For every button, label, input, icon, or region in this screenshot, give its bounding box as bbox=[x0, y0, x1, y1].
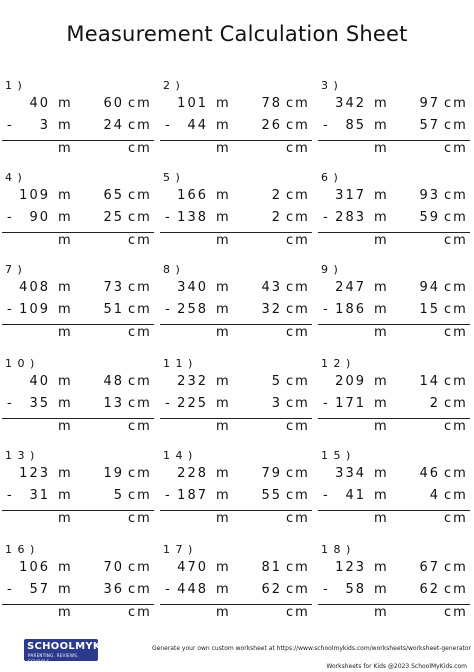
minuend-meters: 334 bbox=[335, 466, 366, 481]
minus-sign: - bbox=[7, 396, 14, 411]
minuend-meters: 40 bbox=[29, 374, 50, 389]
problem-3 bbox=[316, 79, 474, 159]
meter-unit: m bbox=[58, 511, 73, 526]
meter-unit: m bbox=[58, 466, 73, 481]
meter-unit: m bbox=[58, 280, 73, 295]
centimeter-unit: cm bbox=[444, 280, 468, 295]
centimeter-unit: cm bbox=[128, 188, 152, 203]
meter-unit: m bbox=[58, 374, 73, 389]
centimeter-unit: cm bbox=[286, 96, 310, 111]
meter-unit: m bbox=[216, 419, 231, 434]
centimeter-unit: cm bbox=[444, 605, 468, 620]
centimeter-unit: cm bbox=[444, 466, 468, 481]
subtrahend-centimeters: 26 bbox=[261, 118, 282, 133]
meter-unit: m bbox=[374, 280, 389, 295]
minuend-centimeters: 81 bbox=[261, 560, 282, 575]
problem-6 bbox=[316, 171, 474, 251]
meter-unit: m bbox=[58, 188, 73, 203]
subtrahend-meters: 186 bbox=[335, 302, 366, 317]
subtrahend-centimeters: 51 bbox=[103, 302, 124, 317]
generator-note: Generate your own custom worksheet at https://www.schoolmykids.com/worksheets/worksheet-generator bbox=[152, 645, 471, 652]
subtrahend-centimeters: 55 bbox=[261, 488, 282, 503]
minuend-centimeters: 79 bbox=[261, 466, 282, 481]
subtrahend-meters: 35 bbox=[29, 396, 50, 411]
centimeter-unit: cm bbox=[128, 302, 152, 317]
logo-tagline: PARENTING. REVIEWS. SCHOOLS bbox=[28, 653, 79, 664]
centimeter-unit: cm bbox=[128, 141, 152, 156]
problem-11 bbox=[158, 357, 316, 437]
centimeter-unit: cm bbox=[128, 374, 152, 389]
subtrahend-meters: 3 bbox=[39, 118, 50, 133]
problem-number: 3 ) bbox=[321, 79, 339, 92]
centimeter-unit: cm bbox=[286, 582, 310, 597]
meter-unit: m bbox=[216, 233, 231, 248]
meter-unit: m bbox=[216, 96, 231, 111]
schoolmykids-logo bbox=[24, 639, 122, 664]
centimeter-unit: cm bbox=[128, 325, 152, 340]
minuend-meters: 101 bbox=[177, 96, 208, 111]
centimeter-unit: cm bbox=[286, 302, 310, 317]
minuend-meters: 232 bbox=[177, 374, 208, 389]
meter-unit: m bbox=[374, 210, 389, 225]
problem-number: 1 4 ) bbox=[163, 449, 194, 462]
meter-unit: m bbox=[374, 302, 389, 317]
centimeter-unit: cm bbox=[128, 488, 152, 503]
meter-unit: m bbox=[58, 96, 73, 111]
minus-sign: - bbox=[323, 118, 330, 133]
problem-4 bbox=[0, 171, 158, 251]
minus-sign: - bbox=[323, 302, 330, 317]
subtrahend-centimeters: 2 bbox=[429, 396, 440, 411]
meter-unit: m bbox=[374, 560, 389, 575]
subtrahend-centimeters: 25 bbox=[103, 210, 124, 225]
centimeter-unit: cm bbox=[128, 582, 152, 597]
minus-sign: - bbox=[323, 582, 330, 597]
minuend-centimeters: 97 bbox=[419, 96, 440, 111]
centimeter-unit: cm bbox=[444, 118, 468, 133]
meter-unit: m bbox=[216, 374, 231, 389]
problem-number: 1 5 ) bbox=[321, 449, 352, 462]
minuend-centimeters: 5 bbox=[271, 374, 282, 389]
subtrahend-centimeters: 13 bbox=[103, 396, 124, 411]
minuend-meters: 340 bbox=[177, 280, 208, 295]
centimeter-unit: cm bbox=[128, 396, 152, 411]
problem-14 bbox=[158, 449, 316, 529]
centimeter-unit: cm bbox=[128, 280, 152, 295]
meter-unit: m bbox=[216, 188, 231, 203]
centimeter-unit: cm bbox=[286, 325, 310, 340]
meter-unit: m bbox=[216, 605, 231, 620]
centimeter-unit: cm bbox=[128, 605, 152, 620]
subtrahend-meters: 258 bbox=[177, 302, 208, 317]
minuend-centimeters: 65 bbox=[103, 188, 124, 203]
minuend-meters: 166 bbox=[177, 188, 208, 203]
minus-sign: - bbox=[323, 210, 330, 225]
subtrahend-meters: 90 bbox=[29, 210, 50, 225]
centimeter-unit: cm bbox=[286, 210, 310, 225]
subtrahend-meters: 225 bbox=[177, 396, 208, 411]
subtrahend-meters: 31 bbox=[29, 488, 50, 503]
minuend-centimeters: 60 bbox=[103, 96, 124, 111]
centimeter-unit: cm bbox=[286, 419, 310, 434]
meter-unit: m bbox=[58, 582, 73, 597]
meter-unit: m bbox=[216, 325, 231, 340]
problem-number: 8 ) bbox=[163, 263, 181, 276]
minus-sign: - bbox=[7, 210, 14, 225]
subtrahend-meters: 58 bbox=[345, 582, 366, 597]
centimeter-unit: cm bbox=[444, 233, 468, 248]
centimeter-unit: cm bbox=[444, 141, 468, 156]
centimeter-unit: cm bbox=[128, 118, 152, 133]
subtrahend-centimeters: 2 bbox=[271, 210, 282, 225]
subtrahend-centimeters: 62 bbox=[261, 582, 282, 597]
minuend-centimeters: 48 bbox=[103, 374, 124, 389]
subtrahend-centimeters: 57 bbox=[419, 118, 440, 133]
minuend-centimeters: 78 bbox=[261, 96, 282, 111]
problem-2 bbox=[158, 79, 316, 159]
meter-unit: m bbox=[374, 96, 389, 111]
problem-12 bbox=[316, 357, 474, 437]
meter-unit: m bbox=[374, 141, 389, 156]
meter-unit: m bbox=[216, 141, 231, 156]
minus-sign: - bbox=[165, 396, 172, 411]
problem-17 bbox=[158, 543, 316, 623]
meter-unit: m bbox=[58, 560, 73, 575]
problem-8 bbox=[158, 263, 316, 343]
problem-9 bbox=[316, 263, 474, 343]
subtrahend-centimeters: 59 bbox=[419, 210, 440, 225]
meter-unit: m bbox=[374, 466, 389, 481]
centimeter-unit: cm bbox=[444, 582, 468, 597]
problem-number: 2 ) bbox=[163, 79, 181, 92]
centimeter-unit: cm bbox=[444, 210, 468, 225]
meter-unit: m bbox=[216, 466, 231, 481]
meter-unit: m bbox=[58, 141, 73, 156]
minus-sign: - bbox=[7, 488, 14, 503]
minuend-centimeters: 14 bbox=[419, 374, 440, 389]
problem-number: 6 ) bbox=[321, 171, 339, 184]
footer-credit: Worksheets for Kids @2023 SchoolMyKids.com bbox=[326, 663, 467, 670]
minus-sign: - bbox=[323, 488, 330, 503]
meter-unit: m bbox=[58, 302, 73, 317]
meter-unit: m bbox=[58, 488, 73, 503]
problem-15 bbox=[316, 449, 474, 529]
minus-sign: - bbox=[7, 302, 14, 317]
centimeter-unit: cm bbox=[128, 96, 152, 111]
minuend-meters: 109 bbox=[19, 188, 50, 203]
minus-sign: - bbox=[165, 582, 172, 597]
meter-unit: m bbox=[374, 605, 389, 620]
minuend-meters: 408 bbox=[19, 280, 50, 295]
problem-number: 1 3 ) bbox=[5, 449, 36, 462]
meter-unit: m bbox=[374, 188, 389, 203]
subtrahend-meters: 171 bbox=[335, 396, 366, 411]
subtrahend-meters: 283 bbox=[335, 210, 366, 225]
centimeter-unit: cm bbox=[128, 511, 152, 526]
page-title: Measurement Calculation Sheet bbox=[66, 22, 408, 46]
meter-unit: m bbox=[374, 511, 389, 526]
centimeter-unit: cm bbox=[444, 396, 468, 411]
meter-unit: m bbox=[374, 396, 389, 411]
centimeter-unit: cm bbox=[286, 466, 310, 481]
meter-unit: m bbox=[58, 419, 73, 434]
centimeter-unit: cm bbox=[128, 419, 152, 434]
subtrahend-centimeters: 24 bbox=[103, 118, 124, 133]
problem-number: 9 ) bbox=[321, 263, 339, 276]
minus-sign: - bbox=[323, 396, 330, 411]
minuend-meters: 40 bbox=[29, 96, 50, 111]
problem-7 bbox=[0, 263, 158, 343]
minuend-centimeters: 46 bbox=[419, 466, 440, 481]
centimeter-unit: cm bbox=[444, 188, 468, 203]
centimeter-unit: cm bbox=[444, 96, 468, 111]
minus-sign: - bbox=[7, 582, 14, 597]
problem-18 bbox=[316, 543, 474, 623]
centimeter-unit: cm bbox=[286, 511, 310, 526]
problem-number: 1 6 ) bbox=[5, 543, 36, 556]
centimeter-unit: cm bbox=[128, 210, 152, 225]
minus-sign: - bbox=[165, 302, 172, 317]
centimeter-unit: cm bbox=[286, 374, 310, 389]
problem-number: 5 ) bbox=[163, 171, 181, 184]
subtrahend-meters: 138 bbox=[177, 210, 208, 225]
centimeter-unit: cm bbox=[444, 511, 468, 526]
problem-number: 1 1 ) bbox=[163, 357, 194, 370]
problem-5 bbox=[158, 171, 316, 251]
minuend-centimeters: 70 bbox=[103, 560, 124, 575]
centimeter-unit: cm bbox=[286, 188, 310, 203]
minuend-centimeters: 73 bbox=[103, 280, 124, 295]
subtrahend-meters: 44 bbox=[187, 118, 208, 133]
centimeter-unit: cm bbox=[128, 560, 152, 575]
minuend-meters: 123 bbox=[19, 466, 50, 481]
minuend-meters: 247 bbox=[335, 280, 366, 295]
subtrahend-meters: 85 bbox=[345, 118, 366, 133]
minuend-centimeters: 67 bbox=[419, 560, 440, 575]
centimeter-unit: cm bbox=[444, 560, 468, 575]
problem-10 bbox=[0, 357, 158, 437]
meter-unit: m bbox=[58, 233, 73, 248]
centimeter-unit: cm bbox=[444, 488, 468, 503]
problem-13 bbox=[0, 449, 158, 529]
subtrahend-centimeters: 62 bbox=[419, 582, 440, 597]
minus-sign: - bbox=[165, 488, 172, 503]
minuend-centimeters: 94 bbox=[419, 280, 440, 295]
centimeter-unit: cm bbox=[444, 374, 468, 389]
centimeter-unit: cm bbox=[128, 466, 152, 481]
problem-number: 1 ) bbox=[5, 79, 23, 92]
meter-unit: m bbox=[58, 605, 73, 620]
minuend-meters: 209 bbox=[335, 374, 366, 389]
problem-number: 1 8 ) bbox=[321, 543, 352, 556]
minuend-meters: 106 bbox=[19, 560, 50, 575]
centimeter-unit: cm bbox=[286, 605, 310, 620]
centimeter-unit: cm bbox=[286, 560, 310, 575]
centimeter-unit: cm bbox=[286, 233, 310, 248]
meter-unit: m bbox=[216, 582, 231, 597]
centimeter-unit: cm bbox=[286, 141, 310, 156]
subtrahend-meters: 109 bbox=[19, 302, 50, 317]
minuend-meters: 317 bbox=[335, 188, 366, 203]
minuend-meters: 228 bbox=[177, 466, 208, 481]
centimeter-unit: cm bbox=[444, 419, 468, 434]
meter-unit: m bbox=[374, 582, 389, 597]
centimeter-unit: cm bbox=[286, 280, 310, 295]
minuend-centimeters: 43 bbox=[261, 280, 282, 295]
meter-unit: m bbox=[216, 118, 231, 133]
meter-unit: m bbox=[374, 118, 389, 133]
subtrahend-centimeters: 32 bbox=[261, 302, 282, 317]
subtrahend-meters: 448 bbox=[177, 582, 208, 597]
meter-unit: m bbox=[58, 325, 73, 340]
subtrahend-meters: 187 bbox=[177, 488, 208, 503]
problem-16 bbox=[0, 543, 158, 623]
logo-text: SCHOOLMYKIDS bbox=[27, 641, 122, 652]
subtrahend-centimeters: 3 bbox=[271, 396, 282, 411]
centimeter-unit: cm bbox=[444, 302, 468, 317]
minus-sign: - bbox=[7, 118, 14, 133]
centimeter-unit: cm bbox=[286, 396, 310, 411]
minuend-meters: 342 bbox=[335, 96, 366, 111]
minuend-centimeters: 2 bbox=[271, 188, 282, 203]
subtrahend-centimeters: 15 bbox=[419, 302, 440, 317]
centimeter-unit: cm bbox=[444, 325, 468, 340]
meter-unit: m bbox=[216, 210, 231, 225]
meter-unit: m bbox=[374, 233, 389, 248]
meter-unit: m bbox=[216, 511, 231, 526]
centimeter-unit: cm bbox=[286, 488, 310, 503]
meter-unit: m bbox=[374, 325, 389, 340]
subtrahend-centimeters: 4 bbox=[429, 488, 440, 503]
meter-unit: m bbox=[58, 118, 73, 133]
subtrahend-centimeters: 36 bbox=[103, 582, 124, 597]
meter-unit: m bbox=[374, 419, 389, 434]
meter-unit: m bbox=[216, 302, 231, 317]
problem-1 bbox=[0, 79, 158, 159]
minus-sign: - bbox=[165, 210, 172, 225]
meter-unit: m bbox=[58, 210, 73, 225]
subtrahend-centimeters: 5 bbox=[113, 488, 124, 503]
subtrahend-meters: 41 bbox=[345, 488, 366, 503]
subtrahend-meters: 57 bbox=[29, 582, 50, 597]
minuend-centimeters: 19 bbox=[103, 466, 124, 481]
problem-number: 4 ) bbox=[5, 171, 23, 184]
problem-number: 1 0 ) bbox=[5, 357, 36, 370]
minuend-meters: 123 bbox=[335, 560, 366, 575]
minuend-centimeters: 93 bbox=[419, 188, 440, 203]
problem-number: 7 ) bbox=[5, 263, 23, 276]
meter-unit: m bbox=[216, 396, 231, 411]
centimeter-unit: cm bbox=[128, 233, 152, 248]
meter-unit: m bbox=[216, 280, 231, 295]
meter-unit: m bbox=[374, 374, 389, 389]
meter-unit: m bbox=[374, 488, 389, 503]
problem-number: 1 7 ) bbox=[163, 543, 194, 556]
minus-sign: - bbox=[165, 118, 172, 133]
problem-number: 1 2 ) bbox=[321, 357, 352, 370]
minuend-meters: 470 bbox=[177, 560, 208, 575]
meter-unit: m bbox=[216, 488, 231, 503]
meter-unit: m bbox=[216, 560, 231, 575]
meter-unit: m bbox=[58, 396, 73, 411]
centimeter-unit: cm bbox=[286, 118, 310, 133]
